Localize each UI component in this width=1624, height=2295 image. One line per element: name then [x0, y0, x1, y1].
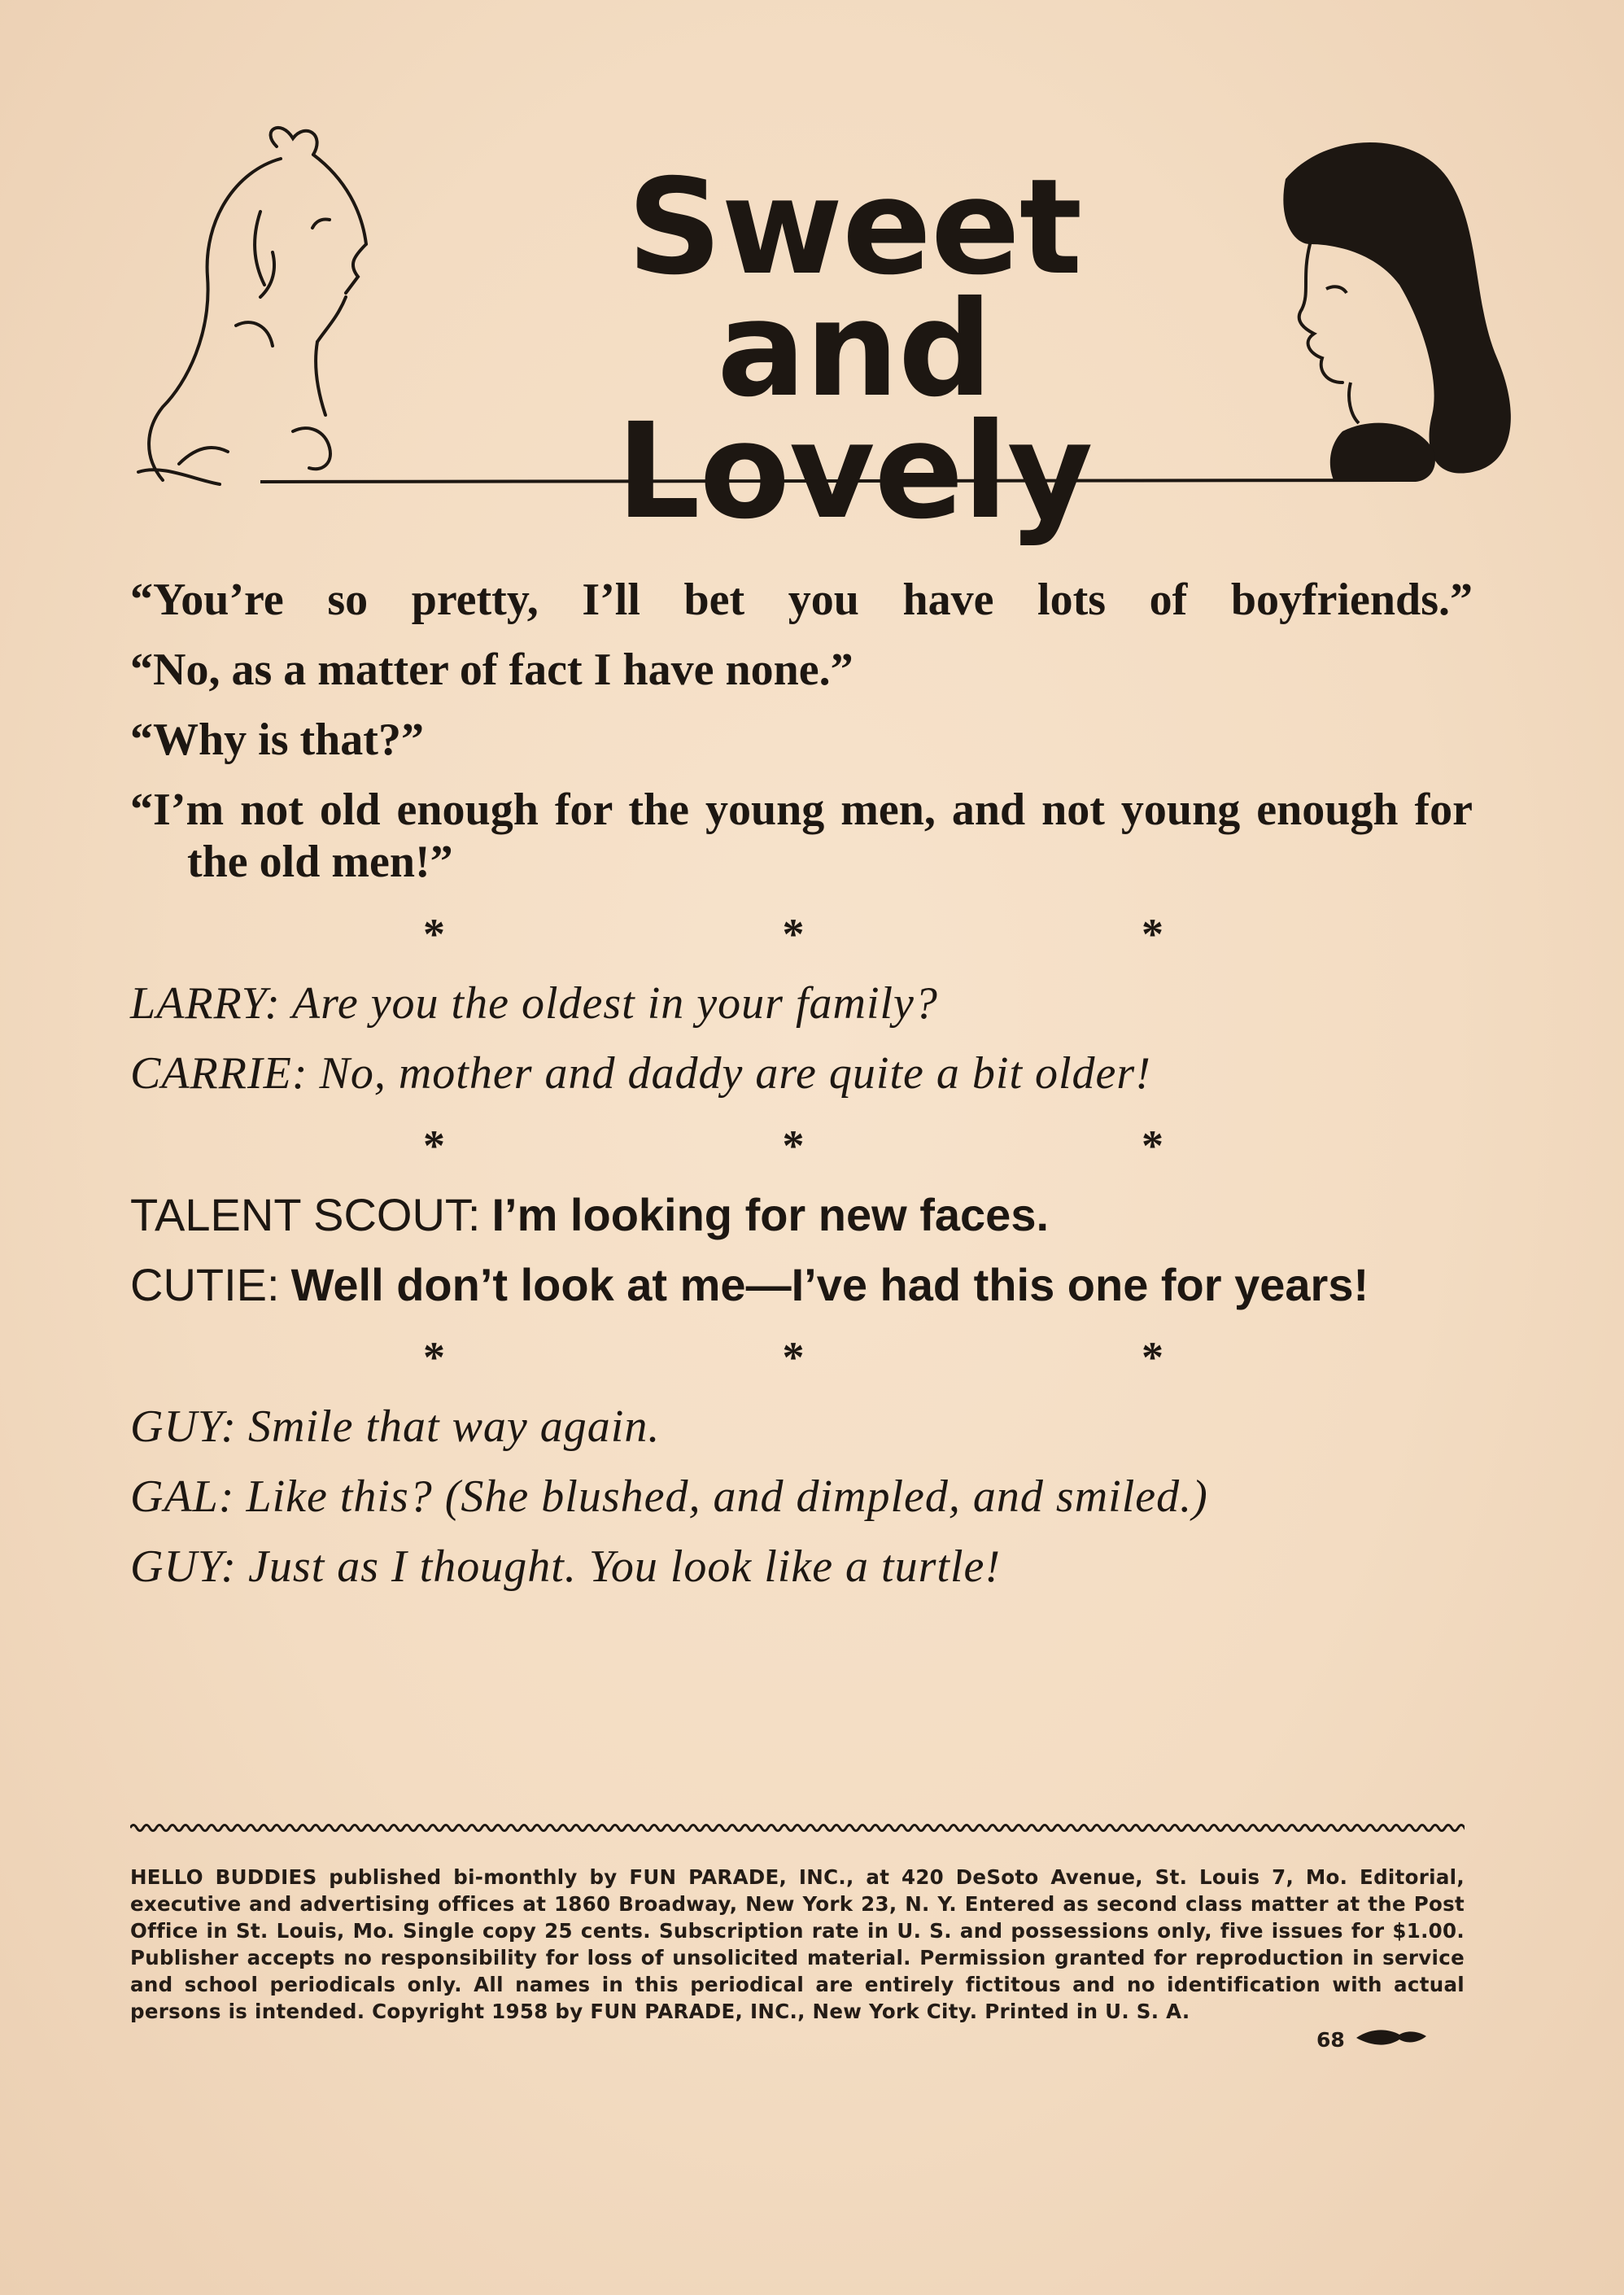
- girl-profile-illustration: [1283, 142, 1511, 482]
- star: *: [782, 1121, 805, 1170]
- joke-3: [130, 1189, 1473, 1311]
- page-title: [537, 151, 1172, 549]
- dialogue-text: Well don’t look at me—I’ve had this one for years!: [290, 1259, 1369, 1310]
- header: [130, 122, 1530, 549]
- dialogue-text: Like this? (She blushed, and dimpled, and smiled.): [246, 1471, 1208, 1522]
- dialogue-text: I’m looking for new faces.: [491, 1189, 1050, 1240]
- dialogue-line: [130, 1259, 1473, 1311]
- separator-stars: [423, 1329, 1163, 1386]
- joke-line: “No, as a matter of fact I have none.”: [130, 645, 853, 695]
- dialogue-text: No, mother and daddy are quite a bit older!: [319, 1048, 1151, 1099]
- speaker: GUY:: [130, 1541, 238, 1592]
- dialogue-line: [130, 1541, 1473, 1593]
- publication-colophon: HELLO BUDDIES published bi-monthly by FUN PARADE, INC., at 420 DeSoto Avenue, St. Louis 7, Mo. Editorial, executive and advertising offices at 1860 Broadway, New York 23, N. Y. Entered as second class matter at the Post Office in St. Louis, Mo. Single copy 25 cents. Subscription rate in U. S. and possessions only, five issues for $1.00. Publisher accepts no responsibility for loss of unsolicited material. Permission granted for reproduction in service and school periodicals only. All names in this periodical are entirely fictitous and no identification with actual persons is intended. Copyright 1958 by FUN PARADE, INC., New York City. Printed in U. S. A.: [130, 1865, 1465, 2023]
- joke-line: “Why is that?”: [130, 715, 424, 765]
- joke-1: [130, 574, 1473, 888]
- star: *: [782, 1333, 805, 1382]
- speaker: LARRY:: [130, 978, 281, 1029]
- star: *: [423, 910, 445, 959]
- title-line-1: Sweet and: [626, 151, 1082, 426]
- dialogue-line: [130, 1401, 1473, 1453]
- separator-stars: [423, 1117, 1163, 1174]
- speaker: GUY:: [130, 1401, 238, 1452]
- star: *: [1142, 1333, 1163, 1382]
- dialogue-text: Are you the oldest in your family?: [291, 978, 938, 1029]
- star: *: [1142, 1121, 1163, 1170]
- dialogue-line: [130, 1471, 1473, 1523]
- dialogue-line: [130, 1189, 1473, 1241]
- speaker: CUTIE:: [130, 1259, 280, 1310]
- dialogue-line: [130, 1047, 1473, 1099]
- star: *: [423, 1121, 445, 1170]
- dialogue-text: Smile that way again.: [248, 1401, 661, 1452]
- girl-with-cat-illustration: [138, 128, 366, 484]
- page-ornament-icon: [1355, 2025, 1428, 2049]
- star: *: [782, 910, 805, 959]
- wavy-divider: [130, 1820, 1465, 1836]
- dialogue-line: [130, 977, 1473, 1029]
- jokes-content: [130, 574, 1473, 1611]
- speaker: TALENT SCOUT:: [130, 1189, 481, 1240]
- star: *: [423, 1333, 445, 1382]
- joke-4: [130, 1401, 1473, 1593]
- dialogue-text: Just as I thought. You look like a turtle!: [248, 1541, 1002, 1592]
- speaker: GAL:: [130, 1471, 235, 1522]
- title-line-2: Lovely: [616, 396, 1093, 549]
- joke-2: [130, 977, 1473, 1099]
- speaker: CARRIE:: [130, 1048, 308, 1099]
- page-number: 68: [1316, 2028, 1345, 2052]
- joke-line: “You’re so pretty, I’ll bet you have lots of boyfriends.”: [130, 575, 1473, 625]
- star: *: [1142, 910, 1163, 959]
- joke-line: “I’m not old enough for the young men, and not young enough for the old men!”: [130, 785, 1473, 887]
- separator-stars: [423, 906, 1163, 963]
